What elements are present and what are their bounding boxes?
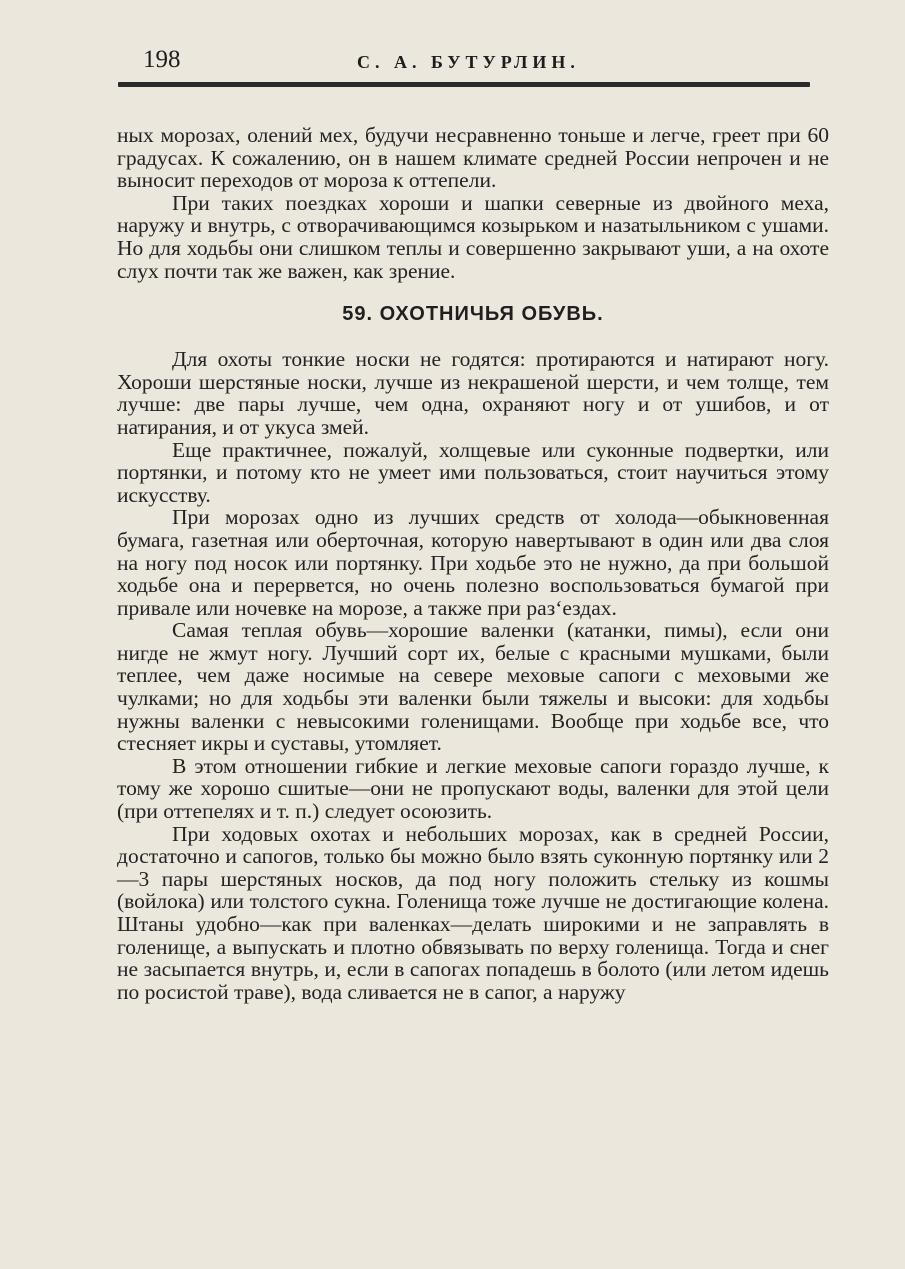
paragraph: Для охоты тонкие носки не годятся: протираются и натирают ногу. Хороши шерстяные носки, лучше из некрашеной шерсти, и чем толще, тем лучше: две пары лучше, чем одна, охраняют ногу и от ушибов, и от натирания, и от укуса змей. <box>117 347 829 439</box>
paragraph: При ходовых охотах и небольших морозах, как в средней России, достаточно и сапогов, только бы можно было взять суконную портянку или 2—3 пары шерстяных носков, да под ногу положить стельку из кошмы (войлока) или толстого сукна. Голенища тоже лучше не достигающие колена. Штаны удобно—как при валенках—делать широкими и не заправлять в голенище, а выпускать и плотно обвязывать по верху голенища. Тогда и снег не засыпается внутрь, и, если в сапогах попадешь в болото (или летом идешь по росистой траве), вода сливается не в сапог, а наружу <box>117 821 829 1004</box>
page-number: 198 <box>143 46 181 73</box>
paragraph: В этом отношении гибкие и легкие меховые сапоги гораздо лучше, к тому же хорошо сшитые—они не пропускают воды, валенки для этой цели (при оттепелях и т. п.) следует осоюзить. <box>117 753 829 824</box>
paragraph: Еще практичнее, пожалуй, холщевые или суконные подвертки, или портянки, и потому кто не умеет ими пользоваться, стоит научиться этому искусству. <box>117 437 829 507</box>
header-rule <box>118 82 810 87</box>
running-head: С. А. БУТУРЛИН. <box>357 52 580 72</box>
paragraph: При таких поездках хороши и шапки северные из двойного меха, наружу и внутрь, с отворачивающимся козырьком и назатыльником с ушами. Но для ходьбы они слишком теплы и совершенно закрывают уши, а на охоте слух почти так же важен, как зрение. <box>117 190 829 283</box>
section-title: 59. ОХОТНИЧЬЯ ОБУВЬ. <box>342 303 604 326</box>
body-text <box>117 124 829 1003</box>
page-header <box>120 46 810 76</box>
paragraph: При морозах одно из лучших средств от холода—обыкновенная бумага, газетная или оберточная, которую навертывают в один или два слоя на ногу под носок или портянку. При ходьбе это не нужно, да при большой ходьбе она и перервется, но очень полезно воспользоваться бумагой при привале или ночевке на морозе, а также при раз‘ездах. <box>117 505 829 620</box>
paragraph: Самая теплая обувь—хорошие валенки (катанки, пимы), если они нигде не жмут ногу. Лучший сорт их, белые с красными мушками, были теплее, чем даже носимые на севере меховые сапоги с меховыми же чулками; но для ходьбы эти валенки были тяжелы и высоки: для ходьбы нужны валенки с невысокими голенищами. Вообще при ходьбе все, что стесняет икры и суставы, утомляет. <box>117 618 829 756</box>
paragraph: ных морозах, олений мех, будучи несравненно тоньше и легче, греет при 60 градусах. К сожалению, он в нашем климате средней России непрочен и не выносит переходов от мороза к оттепели. <box>117 123 829 193</box>
